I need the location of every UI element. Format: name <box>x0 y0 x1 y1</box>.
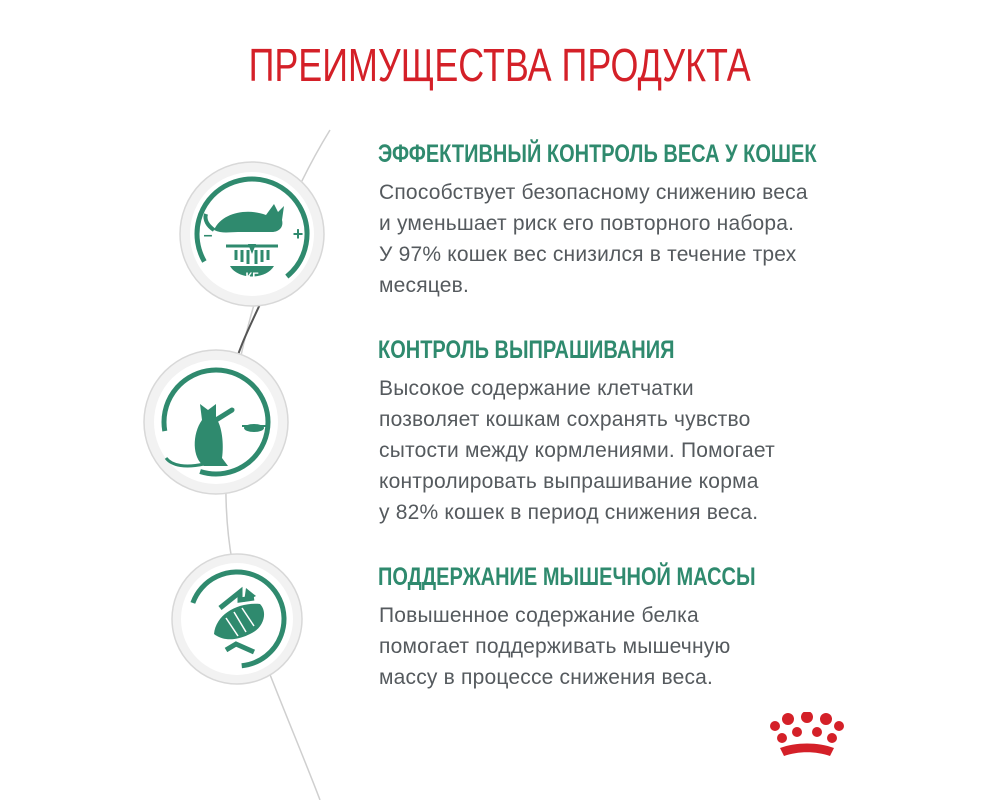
scale-kg-label: КГ <box>245 271 259 283</box>
feature-text-line: Высокое содержание клетчатки <box>379 377 694 400</box>
muscle-arrows-icon <box>170 552 304 686</box>
feature-text-line: месяцев. <box>379 274 470 297</box>
muscle-mass-badge <box>170 552 304 686</box>
feature-text-line: и уменьшает риск его повторного набора. <box>379 212 795 235</box>
feature-text-begging-control <box>379 373 775 528</box>
cat-on-scale-icon <box>178 160 326 308</box>
feature-title-weight-control: ЭФФЕКТИВНЫЙ КОНТРОЛЬ ВЕСА У КОШЕК <box>378 140 817 168</box>
page-title: ПРЕИМУЩЕСТВА ПРОДУКТА <box>248 39 751 91</box>
feature-text-line: У 97% кошек вес снизился в течение трех <box>379 243 797 266</box>
feature-text-weight-control <box>379 177 808 301</box>
feature-text-muscle-mass <box>379 600 730 693</box>
feature-text-line: контролировать выпрашивание корма <box>379 470 759 493</box>
feature-title-muscle-mass: ПОДДЕРЖАНИЕ МЫШЕЧНОЙ МАССЫ <box>378 563 756 591</box>
weight-control-badge <box>178 160 326 308</box>
feature-title-begging-control: КОНТРОЛЬ ВЫПРАШИВАНИЯ <box>378 336 675 364</box>
feature-text-line: сытости между кормлениями. Помогает <box>379 439 775 462</box>
plus-sign: + <box>292 224 304 244</box>
feature-text-line: Повышенное содержание белка <box>379 604 699 627</box>
feature-text-line: у 82% кошек в период снижения веса. <box>379 501 759 524</box>
royal-canin-crown-icon <box>766 712 848 760</box>
minus-sign: – <box>203 227 213 244</box>
feature-text-line: массу в процессе снижения веса. <box>379 666 714 689</box>
feature-text-line: помогает поддерживать мышечную <box>379 635 731 658</box>
feature-text-line: Способствует безопасному снижению веса <box>379 181 808 204</box>
cat-begging-bowl-icon <box>142 348 290 496</box>
begging-control-badge <box>142 348 290 496</box>
feature-text-line: позволяет кошкам сохранять чувство <box>379 408 751 431</box>
